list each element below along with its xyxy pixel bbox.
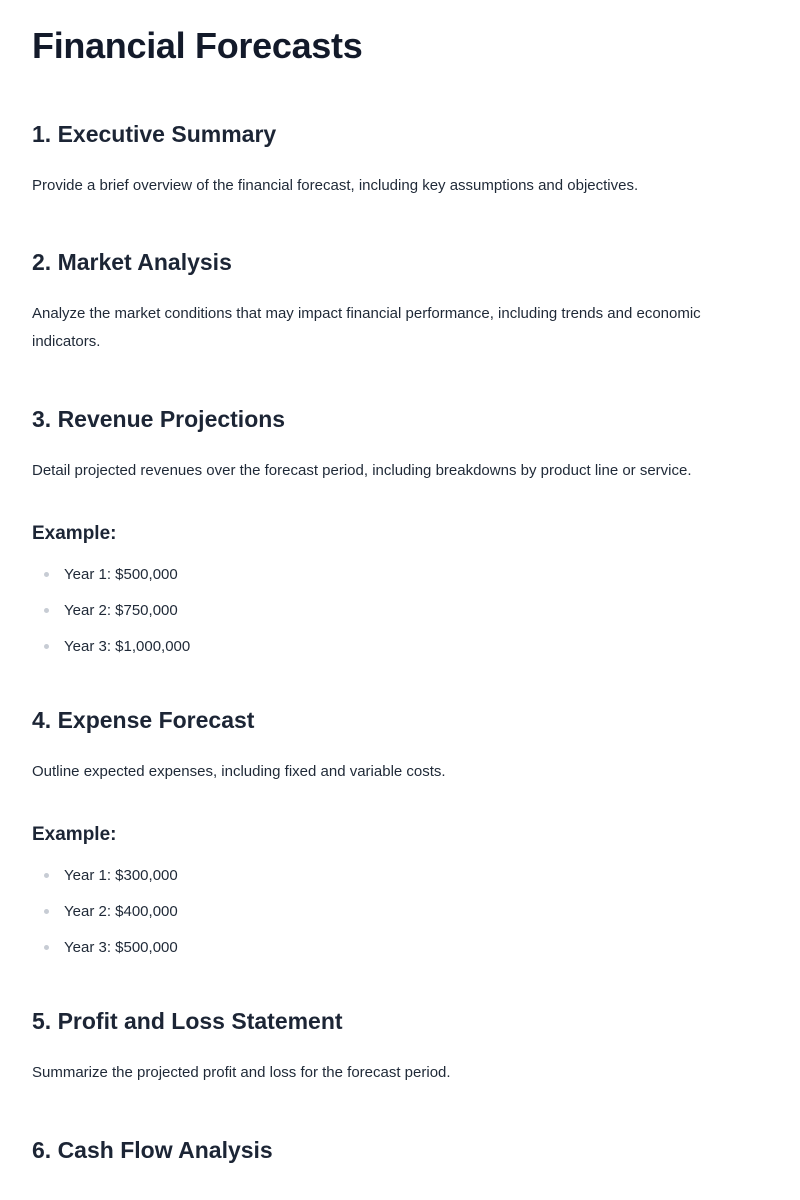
example-heading: Example:	[32, 824, 117, 845]
example-heading: Example:	[32, 523, 117, 544]
section-text: Detail projected revenues over the forecast period, including breakdowns by product line or service.	[32, 462, 692, 479]
section-profit-and-loss	[32, 1006, 768, 1087]
section-heading: 5. Profit and Loss Statement	[32, 1008, 343, 1034]
example-block	[32, 822, 768, 974]
example-list	[32, 565, 768, 673]
section-heading: 2. Market Analysis	[32, 249, 232, 275]
list-item: Year 1: $300,000	[32, 866, 768, 902]
section-heading: 6. Cash Flow Analysis	[32, 1137, 273, 1163]
section-expense-forecast	[32, 705, 768, 974]
section-cash-flow-analysis	[32, 1135, 768, 1165]
list-item: Year 2: $400,000	[32, 902, 768, 938]
section-text: Summarize the projected profit and loss for the forecast period.	[32, 1064, 451, 1081]
example-list	[32, 866, 768, 974]
section-text: Analyze the market conditions that may impact financial performance, including trends and economic indicators.	[32, 305, 701, 350]
example-block	[32, 521, 768, 673]
section-heading: 3. Revenue Projections	[32, 406, 286, 432]
list-item: Year 3: $1,000,000	[32, 637, 768, 673]
section-heading: 1. Executive Summary	[32, 121, 277, 147]
section-text: Outline expected expenses, including fixed and variable costs.	[32, 763, 446, 780]
section-heading: 4. Expense Forecast	[32, 707, 255, 733]
section-market-analysis	[32, 247, 768, 356]
list-item: Year 2: $750,000	[32, 601, 768, 637]
section-text: Provide a brief overview of the financial forecast, including key assumptions and objectives.	[32, 177, 639, 194]
page-title: Financial Forecasts	[32, 25, 363, 66]
section-executive-summary	[32, 119, 768, 200]
list-item: Year 3: $500,000	[32, 938, 768, 974]
list-item: Year 1: $500,000	[32, 565, 768, 601]
section-revenue-projections	[32, 404, 768, 673]
